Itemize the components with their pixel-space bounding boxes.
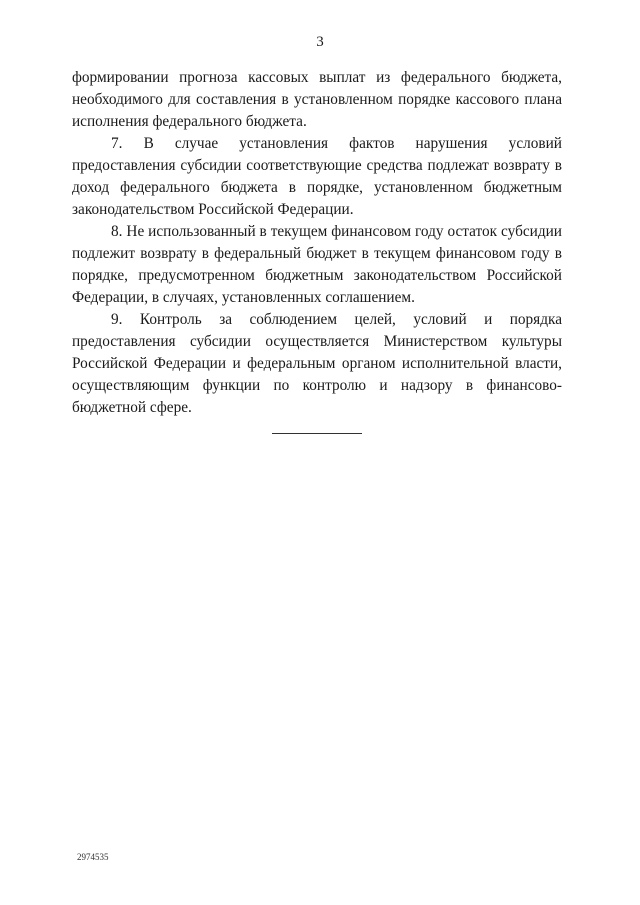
paragraph-item-8: 8. Не использованный в текущем финансовом году остаток субсидии подлежит возврату в федеральный бюджет в текущем финансовом году в порядке, предусмотренном бюджетным законодательством Российской Федерации, в случаях, установленных соглашением. — [72, 223, 562, 306]
document-body — [72, 67, 562, 419]
document-code: 2974535 — [77, 852, 109, 862]
paragraph-item-9: 9. Контроль за соблюдением целей, условий и порядка предоставления субсидии осуществляется Министерством культуры Российской Федерации и федеральным органом исполнительной власти, осуществляющим функции по контролю и надзору в финансово-бюджетной сфере. — [72, 311, 562, 416]
paragraph-continuation: формировании прогноза кассовых выплат из федерального бюджета, необходимого для составления в установленном порядке кассового плана исполнения федерального бюджета. — [72, 69, 562, 130]
page-number: 3 — [316, 34, 324, 50]
paragraph-item-7: 7. В случае установления фактов нарушения условий предоставления субсидии соответствующие средства подлежат возврату в доход федерального бюджета в порядке, установленном бюджетным законодательством Российской Федерации. — [72, 135, 562, 218]
end-divider — [272, 433, 362, 434]
